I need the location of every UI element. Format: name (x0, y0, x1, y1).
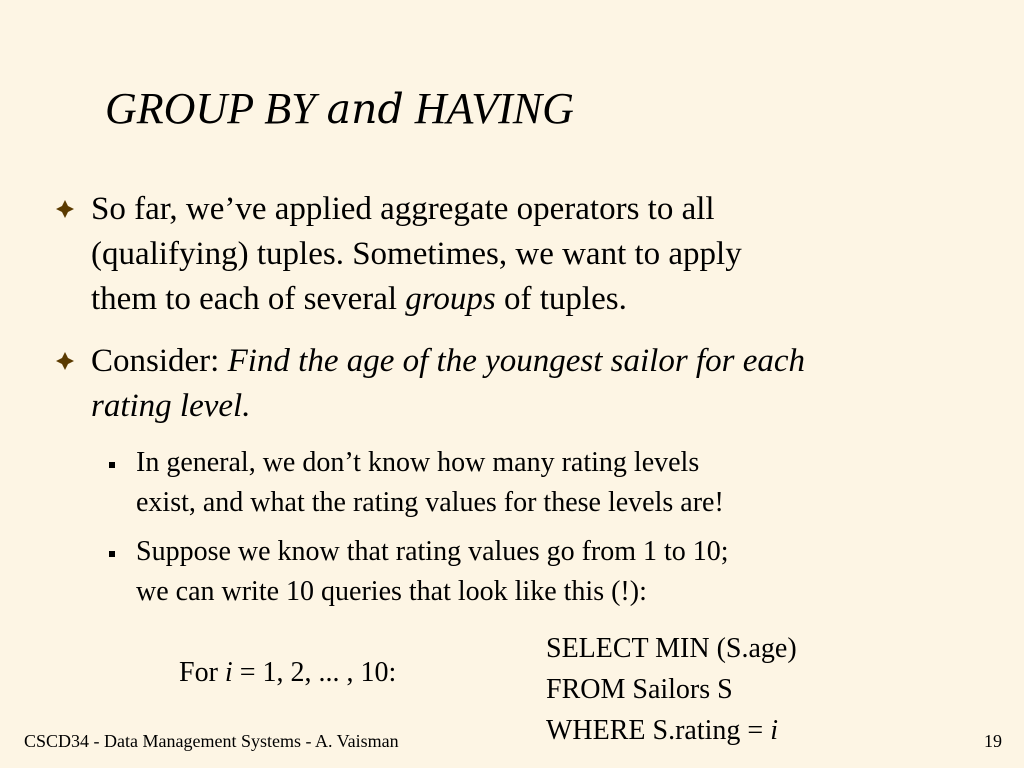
sub-bullet-1-line-1: In general, we don’t know how many rating levels (136, 447, 700, 478)
bullet-2-line-1 (91, 339, 991, 384)
bullet-1-line-1: So far, we’ve applied aggregate operators to all (91, 191, 715, 227)
sql-query (546, 628, 797, 751)
sql-from-line: FROM Sailors S (546, 674, 733, 705)
diamond-bullet-icon (54, 350, 76, 372)
bullet-2-consider: Consider: (91, 343, 228, 379)
square-bullet-icon (109, 462, 115, 468)
bullet-2 (91, 339, 991, 429)
bullet-1-emphasis-groups: groups (405, 281, 496, 317)
sql-where-line (546, 710, 797, 751)
sql-where-variable: i (770, 715, 778, 746)
sub-bullet-2-line-2: we can write 10 queries that look like this (!): (136, 576, 647, 607)
for-loop-label (179, 655, 396, 691)
title-part-2: HAVING (403, 84, 574, 133)
sub-bullet-2-line-1: Suppose we know that rating values go from 1 to 10; (136, 536, 729, 567)
for-prefix: For (179, 657, 225, 688)
sql-select-line: SELECT MIN (S.age) (546, 633, 797, 664)
bullet-1 (91, 187, 991, 322)
title-and: and (326, 85, 404, 133)
sql-where-condition: WHERE S.rating = (546, 715, 771, 746)
bullet-1-line-3-pre: them to each of several (91, 281, 406, 317)
slide-footer: CSCD34 - Data Management Systems - A. Vaisman (24, 731, 399, 751)
bullet-1-line-3-post: of tuples. (495, 281, 627, 317)
square-bullet-icon (109, 551, 115, 557)
sub-bullet-1 (136, 443, 966, 523)
bullet-1-line-2: (qualifying) tuples. Sometimes, we want to apply (91, 236, 742, 272)
bullet-2-question-line-2: rating level. (91, 388, 251, 424)
page-number: 19 (984, 731, 1002, 751)
bullet-2-question-line-1: Find the age of the youngest sailor for each (227, 343, 805, 379)
sub-bullet-1-line-2: exist, and what the rating values for these levels are! (136, 487, 724, 518)
for-range: = 1, 2, ... , 10: (232, 657, 397, 688)
sub-bullet-2 (136, 532, 966, 612)
slide-title (105, 83, 574, 135)
title-part-1: GROUP BY (105, 84, 327, 133)
bullet-1-line-3 (91, 277, 991, 322)
for-variable: i (224, 657, 233, 688)
diamond-bullet-icon (54, 198, 76, 220)
